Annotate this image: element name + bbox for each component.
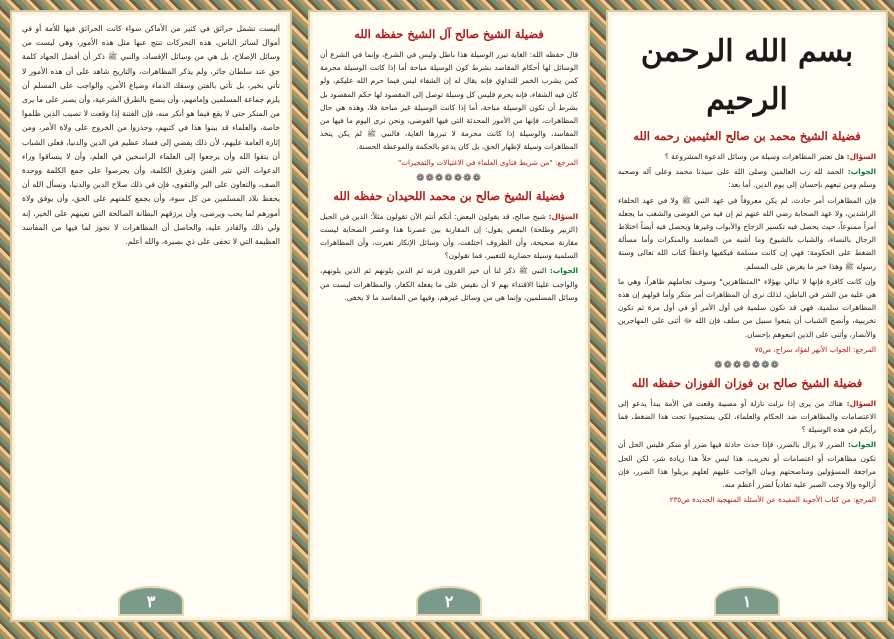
heading-luhaydan: فضيلة الشيخ صالح بن محمد اللحيدان حفظه الله <box>333 188 565 203</box>
heading-fawzan: فضيلة الشيخ صالح بن فوزان الفوزان حفظه الله <box>631 375 863 390</box>
answer-two <box>618 438 876 491</box>
page-one <box>606 10 888 622</box>
answer-label: الجواب: <box>847 440 876 450</box>
page-three <box>10 10 292 622</box>
question-label: السؤال: <box>846 398 876 408</box>
page-two-content <box>320 22 578 590</box>
ornament-divider: ❁❁❁❁❁❁❁ <box>416 172 482 184</box>
answer-one-body-2: وإن كانت كافرة فإنها لا تبالي بهؤلاء "المتظاهرين" وسوف تجاملهم ظاهراً، وهي ما هي عليه من الشر في الباطن، لذلك نرى أن المظاهرات أمر منكر وأما قولهم إن هذه المظاهرات سلمية، فهي قد تكون سلمية في أول الأمر أو في أول مرة ثم تكون تخريبية، وأنصح الشباب أن يتبعوا سبيل من سلف فإن الله ﷻ أثنى على المهاجرين والأنصار، وأثنى على الذين اتبعوهم بإحسان. <box>618 276 876 339</box>
page-one-content <box>618 22 876 590</box>
question-label: السؤال: <box>548 211 578 221</box>
page-three-body: أليست تشمل حرائق في كثير من الأماكن سواء كانت الحرائق فيها للأمة أو في أموال لسائر الناس، هذه التحركات تنتج عنها مثل هذه الأمور، وهي ليست من وسائل الإصلاح، بل هي من وسائل الإفساد، والنبي ﷺ ذكر أن أفضل الجهاد كلمة حق عند سلطان جائر، ولم يذكر المظاهرات، والتاريخ شاهد على أن هذه الأمور لا تأتي بخير، بل تأتي بالفتن وسفك الدماء وضياع الأمن، والواجب على المسلم أن يلزم جماعة المسلمين وإمامهم، وأن ينصح بالطرق الشرعية، وأن يصبر على ما يرى من المنكر حتى لا يقع فيما هو أنكر منه، فإن الفتنة إذا وقعت لا تصيب الذين ظلموا خاصة، والعلماء قد بينوا هذا في كتبهم، وحذروا من الخروج على ولاة الأمر، ومن إثارة العامة عليهم، لأن ذلك يفضي إلى فساد عظيم في الدين والدنيا، فعلى الشباب أن يتقوا الله وأن يرجعوا إلى العلماء الراسخين في العلم، وأن لا ينساقوا وراء الدعوات التي تثير الفتن وتفرق الكلمة، وأن يحرصوا على جمع الكلمة ووحدة الصف، والتعاون على البر والتقوى، فإن في ذلك صلاح الدين والدنيا، ونسأل الله أن يحفظ بلاد المسلمين من كل سوء، وأن يجمع كلمتهم على الحق، وأن يوفق ولاة أمورهم لما يحب ويرضى، وأن يرزقهم البطانة الصالحة التي تعينهم على الخير، إنه ولي ذلك والقادر عليه، والحاصل أن المظاهرات لا تجوز لما فيها من المفاسد العظيمة التي لا تخفى على ذي بصيرة، والله أعلم. <box>22 24 280 247</box>
question-label: السؤال: <box>846 152 876 161</box>
answer-one-intro <box>618 165 876 191</box>
answer-label: الجواب: <box>549 266 578 276</box>
page-number-badge: ٢ <box>416 586 482 616</box>
heading-al-sheikh: فضيلة الشيخ صالح آل الشيخ حفظه الله <box>354 27 544 41</box>
question-text: شيخ صالح، قد يقولون البعض: أنكم أنتم الآن تقولون مثلاً: الذين في الجبل (الزبير وطلحة) البعض يقول: إن المقارنة بين عصرنا هذا وعصر الصحابة ليست مقارنة صحيحة، وأن الظروف اختلفت، وأن وسائل الإنكار تغيرت، وأن المظاهرات السلمية وسيلة حضارية للتعبير، فما تقولون؟ <box>320 211 578 261</box>
page-two <box>308 10 590 622</box>
answer-text: الضرر لا يزال بالضرر، فإذا حدث حادثة فيها ضرر أو منكر فليس الحل أن تكون مظاهرات أو اعتصامات أو تخريب، هذا ليس حلاً هذا زيادة شر، لكن الحل مراجعة المسؤولين ومناصحتهم وبيان الواجب عليهم لعلهم يزيلوا هذا الضرر، فإن أزالوه وإلا وجب الصبر عليه تفادياً لضرر أعظم منه. <box>618 440 876 490</box>
heading-uthaymeen: فضيلة الشيخ محمد بن صالح العثيمين رحمه الله <box>633 129 861 143</box>
answer-text: النبي ﷺ ذكر لنا أن خير القرون قرنه ثم الذين يلونهم ثم الذين يلونهم، والواجب علينا الاقتداء بهم لا أن نقيس على ما يفعله الكفار، والمظاهرات ليست من وسائل المسلمين، وإنما هي من وسائل غيرهم، وفيها من المفاسد ما لا يخفى. <box>320 266 578 302</box>
page-number-badge: ١ <box>714 586 780 616</box>
question-text: هناك من يرى إذا نزلت نازلة أو مصيبة وقعت في الأمة يبدأ يدعو إلى الاعتصامات والمظاهرات ضد الحكام والعلماء، لكي يستجيبوا تحت هذا الضغط، فما رأيكم في هذه الوسيلة ؟ <box>618 398 876 435</box>
luhaydan-question <box>320 210 578 263</box>
al-sheikh-body: قال حفظه الله: الغاية تبرر الوسيلة هذا باطل وليس في الشرع، وإنما في الشرع أن الوسائل لها أحكام المقاصد بشرط كون الوسيلة مباحة أما إذا كانت الوسيلة محرمة كمن يشرب الخمر للتداوي فإنه يقال له إن الشفاء ليس فيما حرم الله عليكم، ولو كان فيه الشفاء، فإنه يحرم فليس كل وسيلة توصل إلى المقصود لها حكم المقصود بل بشرط أن تكون الوسيلة مباحة، أما إذا كانت الوسيلة غير مباحة فلا، وهذه هي حال المظاهرات، فإنها من الأمور المحدثة التي فيها الفوضى، ونحن نرى اليوم ما فيها من المفاسد، والوسيلة إذا كانت محرمة لا تبررها الغاية، فالنبي ﷺ لم يكن يتخذ المظاهرات وسيلة لإظهار الحق، بل كان يدعو بالحكمة والموعظة الحسنة. <box>320 50 578 152</box>
page-number-badge: ٣ <box>118 586 184 616</box>
ornament-divider: ❁❁❁❁❁❁❁ <box>714 359 780 371</box>
reference-al-sheikh: المرجع: "من شريط فتاوى العلماء في الاغتيالات والتفجيرات" <box>397 157 578 167</box>
reference-one: المرجع: الجواب الأبهر لفؤاد سراج، ص٧٥ <box>754 344 876 354</box>
luhaydan-answer <box>320 264 578 304</box>
answer-label: الجواب: <box>847 167 876 177</box>
question-text: هل تعتبر المظاهرات وسيلة من وسائل الدعوة المشروعة ؟ <box>664 152 845 161</box>
question-one <box>618 150 876 163</box>
page-three-content <box>22 22 280 590</box>
answer-one-body: فإن المظاهرات أمر حادث، لم يكن معروفاً في عهد النبي ﷺ ولا في عهد الخلفاء الراشدين، ولا عهد الصحابة رضي الله عنهم ثم إن فيه من الفوضى والشغب ما يجعله أمراً ممنوعاً، حيث يحصل فيه تكسير الزجاج والأبواب وغيرها ويحصل فيه أيضاً اختلاط الرجال بالنساء، والشباب بالشيوخ وما أشبه من المفاسد والمنكرات وأما مسألة الضغط على الحكومة: فهي إن كانت مسلمة فيكفيها واعظاً كتاب الله تعالى وسنة رسوله ﷺ وهذا خير ما يعرض على المسلم. <box>618 195 876 271</box>
question-two <box>618 397 876 437</box>
bismillah-calligraphy: بسم الله الرحمن الرحيم <box>640 34 854 117</box>
answer-text: الحمد لله رب العالمين وصلى الله على سيدنا محمد وعلى آله وصحبه وسلم ومن تبعهم بإحسان إلى يوم الدين. أما بعد: <box>618 167 876 190</box>
reference-two: المرجع: من كتاب الأجوبة المفيدة عن الأسئلة المنهجية الجديدة ص٢٣٥ <box>669 495 876 505</box>
